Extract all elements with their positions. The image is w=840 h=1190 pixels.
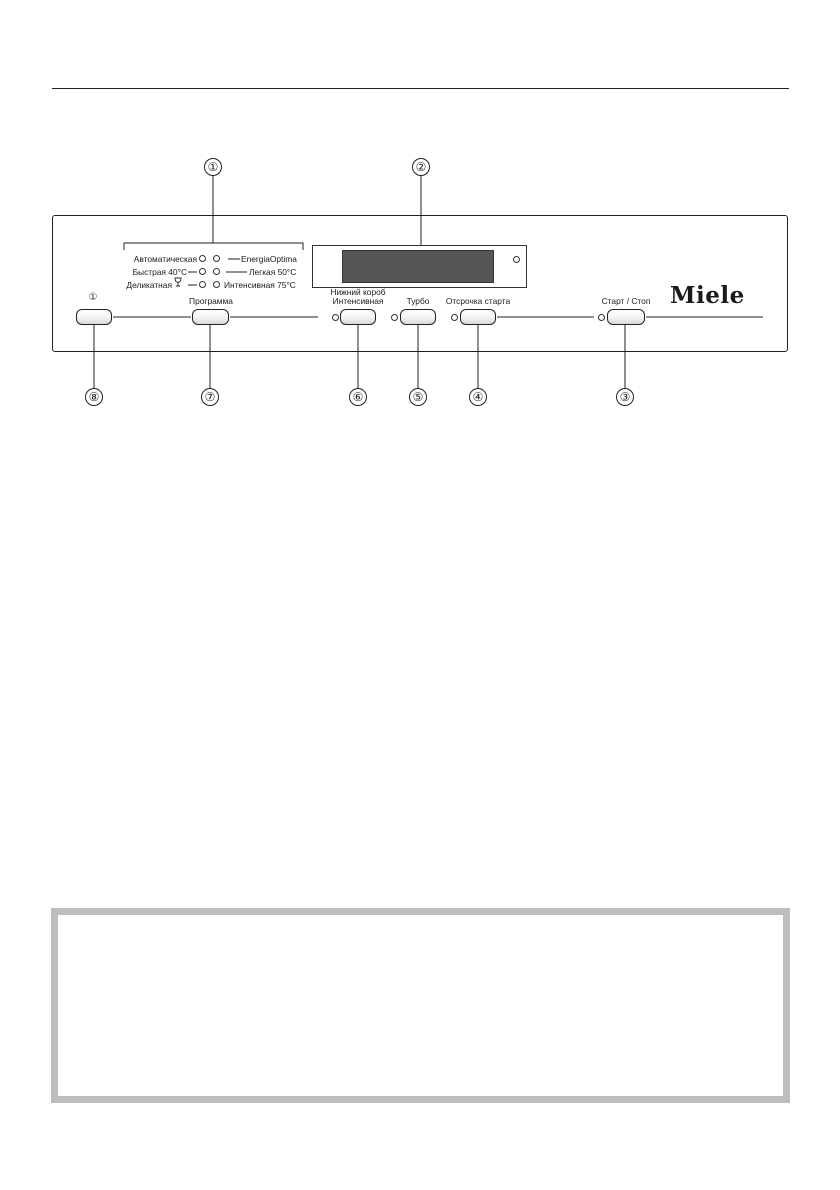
callout-3: ③ (616, 388, 634, 406)
callout-4: ④ (469, 388, 487, 406)
power-icon: ① (88, 292, 98, 303)
lower-basket-intensive-button[interactable] (340, 309, 376, 325)
led-delicate (199, 281, 206, 288)
callout-7: ⑦ (201, 388, 219, 406)
start-stop-button-label: Старт / Стоп (601, 296, 651, 306)
led-auto (199, 255, 206, 262)
led-display (513, 256, 520, 263)
lower-basket-label-line2: Интенсивная (332, 296, 384, 306)
turbo-button[interactable] (400, 309, 436, 325)
program-label-light: Легкая 50°C (249, 267, 297, 277)
wine-glass-icon (173, 277, 183, 289)
led-start-stop (598, 314, 605, 321)
led-light (213, 268, 220, 275)
delay-start-button[interactable] (460, 309, 496, 325)
led-energia (213, 255, 220, 262)
led-quick (199, 268, 206, 275)
program-button[interactable] (192, 309, 229, 325)
delay-start-button-label: Отсрочка старта (445, 296, 511, 306)
lower-basket-label-line1: Нижний короб (330, 287, 386, 297)
callout-1: ① (204, 158, 222, 176)
program-label-auto: Автоматическая (133, 254, 197, 264)
power-button[interactable] (76, 309, 112, 325)
start-stop-button[interactable] (607, 309, 645, 325)
callout-6: ⑥ (349, 388, 367, 406)
led-intensive75 (213, 281, 220, 288)
program-label-quick: Быстрая 40°C (132, 267, 187, 277)
program-button-label: Программа (189, 296, 233, 306)
program-bracket (124, 243, 303, 250)
miele-logo: Miele (670, 282, 745, 309)
notice-box (51, 908, 790, 1103)
callout-2: ② (412, 158, 430, 176)
callout-8: ⑧ (85, 388, 103, 406)
callout-5: ⑤ (409, 388, 427, 406)
led-lower-basket (332, 314, 339, 321)
program-label-intensive75: Интенсивная 75°C (224, 280, 296, 290)
led-turbo (391, 314, 398, 321)
led-delay-start (451, 314, 458, 321)
program-label-energia: EnergiaOptima (241, 254, 297, 264)
turbo-button-label: Турбо (406, 296, 430, 306)
program-label-delicate: Деликатная (126, 280, 172, 290)
display-screen (342, 250, 494, 283)
